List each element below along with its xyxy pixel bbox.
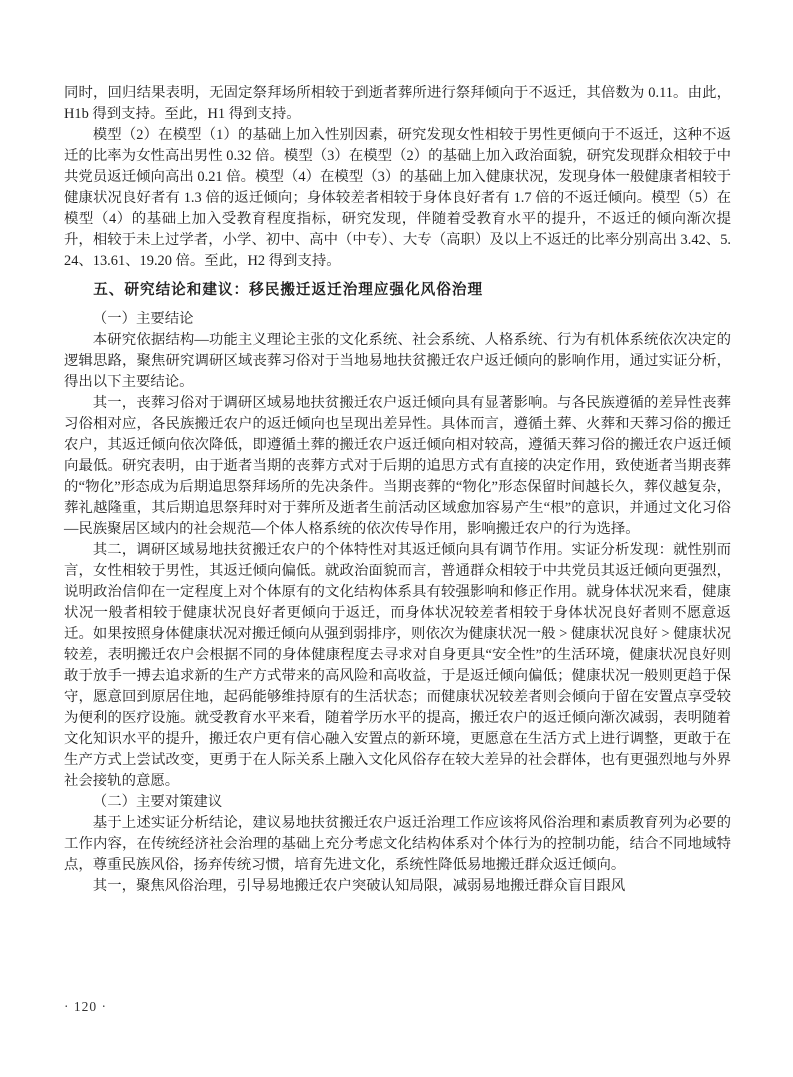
paragraph-conclusion-intro: 本研究依据结构—功能主义理论主张的文化系统、社会系统、人格系统、行为有机体系统依次决定的逻辑思路，聚焦研究调研区域丧葬习俗对于当地易地扶贫搬迁农户返迁倾向的影响作用，通过实证分析，得出以下主要结论。 (64, 332, 731, 390)
section-heading: 五、研究结论和建议：移民搬迁返迁治理应强化风俗治理 (93, 282, 484, 298)
paragraph-conclusion-first: 其一，丧葬习俗对于调研区域易地扶贫搬迁农户返迁倾向具有显著影响。与各民族遵循的差异性丧葬习俗相对应，各民族搬迁农户的返迁倾向也呈现出差异性。具体而言，遵循土葬、火葬和天葬习俗的搬迁农户，其返迁倾向依次降低，即遵循土葬的搬迁农户返迁倾向相对较高，遵循天葬习俗的搬迁农户返迁倾向最低。研究表明，由于逝者当期的丧葬方式对于后期的追思方式有直接的决定作用，致使逝者当期丧葬的“物化”形态成为后期追思祭拜场所的先决条件。当期丧葬的“物化”形态保留时间越长久，葬仪越复杂，葬礼越隆重，其后期追思祭拜时对于葬所及逝者生前活动区域愈加容易产生“根”的意识，并通过文化习俗—民族聚居区域内的社会规范—个体人格系统的依次传导作用，影响搬迁农户的行为选择。 (64, 395, 731, 537)
subsection-heading-main-conclusions: （一）主要结论 (92, 311, 194, 327)
subsection-heading-policy-suggestions: （二）主要对策建议 (92, 794, 223, 810)
paragraph-model-results: 模型（2）在模型（1）的基础上加入性别因素，研究发现女性相较于男性更倾向于不返迁，这种不返迁的比率为女性高出男性 0.32 倍。模型（3）在模型（2）的基础上加入政治面貌，研究发现群众相较于中共党员返迁倾向高出 0.21 倍。模型（4）在模型（3）的基础上加入健康状况，发现身体一般健康者相较于健康状况良好者有 1.3 倍的返迁倾向；身体较差者相较于身体良好者有 1.7 倍的不返迁倾向。模型（5）在模型（4）的基础上加入受教育程度指标，研究发现，伴随着受教育水平的提升，不返迁的倾向渐次提升，相较于未上过学者，小学、初中、高中（中专）、大专（高职）及以上不返迁的比率分别高出 3.42、5.24、13.61、19.20 倍。至此，H2 得到支持。 (64, 127, 731, 269)
page-number: · 120 · (64, 999, 107, 1014)
paragraph-suggestion-intro: 基于上述实证分析结论，建议易地扶贫搬迁农户返迁治理工作应该将风俗治理和素质教育列为必要的工作内容，在传统经济社会治理的基础上充分考虑文化结构体系对个体行为的控制功能，结合不同地域特点，尊重民族风俗，扬弃传统习惯，培育先进文化，系统性降低易地搬迁群众返迁倾向。 (64, 815, 731, 873)
paragraph-suggestion-first-partial: 其一，聚焦风俗治理，引导易地搬迁农户突破认知局限，减弱易地搬迁群众盲目跟风 (92, 878, 626, 894)
paragraph-conclusion-second: 其二，调研区域易地扶贫搬迁农户的个体特性对其返迁倾向具有调节作用。实证分析发现：就性别而言，女性相较于男性，其返迁倾向偏低。就政治面貌而言，普通群众相较于中共党员其返迁倾向更强烈，说明政治信仰在一定程度上对个体原有的文化结构体系具有较强影响和修正作用。就身体状况来看，健康状况一般者相较于健康状况良好者更倾向于返迁，而身体状况较差者相较于身体状况良好者则不愿意返迁。如果按照身体健康状况对搬迁倾向从强到弱排序，则依次为健康状况一般 > 健康状况良好 > 健康状况较差，表明搬迁农户会根据不同的身体健康程度去寻求对自身更具“安全性”的生活环境，健康状况良好则敢于放手一搏去追求新的生产方式带来的高风险和高收益，于是返迁倾向偏低；健康状况一般则更趋于保守，愿意回到原居住地，起码能够维持原有的生活状态；而健康状况较差者则会倾向于留在安置点享受较为便利的医疗设施。就受教育水平来看，随着学历水平的提高，搬迁农户的返迁倾向渐次减弱，表明随着文化知识水平的提升，搬迁农户更有信心融入安置点的新环境，更愿意在生活方式上进行调整，更敢于在生产方式上尝试改变，更勇于在人际关系上融入文化风俗存在较大差异的社会群体，也有更强烈地与外界社会接轨的意愿。 (64, 542, 731, 789)
page-body-text (64, 83, 731, 897)
paragraph-regression-result-continued: 同时，回归结果表明，无固定祭拜场所相较于到逝者葬所进行祭拜倾向于不返迁，其倍数为 0.11。由此，H1b 得到支持。至此，H1 得到支持。 (64, 85, 731, 122)
